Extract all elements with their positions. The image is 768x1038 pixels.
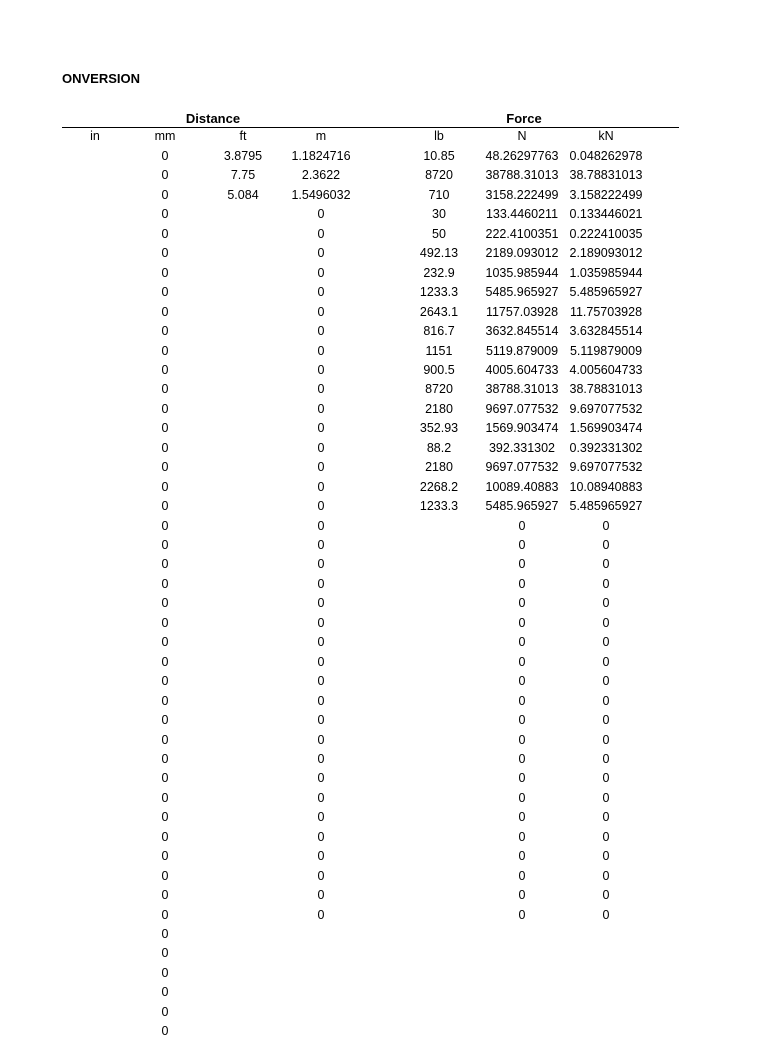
- cell-mm: 0: [161, 207, 169, 221]
- cell-m: 0: [317, 655, 325, 669]
- cell-kn: 0: [602, 810, 610, 824]
- cell-mm: 0: [161, 149, 169, 163]
- cell-mm: 0: [161, 596, 169, 610]
- cell-n: 1569.903474: [485, 421, 559, 435]
- cell-n: 0: [518, 733, 526, 747]
- cell-mm: 0: [161, 1005, 169, 1019]
- cell-n: 2189.093012: [485, 246, 559, 260]
- cell-lb: 232.9: [423, 266, 455, 280]
- cell-m: 0: [317, 480, 325, 494]
- cell-kn: 0: [602, 635, 610, 649]
- cell-n: 0: [518, 908, 526, 922]
- cell-m: 0: [317, 538, 325, 552]
- cell-n: 133.4460211: [485, 207, 559, 221]
- cell-mm: 0: [161, 635, 169, 649]
- cell-m: 0: [317, 519, 325, 533]
- cell-n: 9697.077532: [485, 402, 559, 416]
- cell-m: 0: [317, 869, 325, 883]
- cell-mm: 0: [161, 888, 169, 902]
- cell-kn: 0: [602, 869, 610, 883]
- column-header-n: N: [517, 129, 527, 143]
- cell-mm: 0: [161, 869, 169, 883]
- cell-kn: 3.632845514: [569, 324, 643, 338]
- cell-kn: 0: [602, 577, 610, 591]
- cell-n: 0: [518, 538, 526, 552]
- cell-m: 0: [317, 344, 325, 358]
- cell-kn: 0.133446021: [569, 207, 643, 221]
- cell-mm: 0: [161, 1024, 169, 1038]
- cell-kn: 0: [602, 771, 610, 785]
- cell-n: 1035.985944: [485, 266, 559, 280]
- cell-mm: 0: [161, 985, 169, 999]
- cell-mm: 0: [161, 480, 169, 494]
- group-header-distance: Distance: [185, 111, 241, 126]
- cell-kn: 1.569903474: [569, 421, 643, 435]
- cell-lb: 1233.3: [419, 285, 459, 299]
- cell-kn: 5.485965927: [569, 499, 643, 513]
- cell-mm: 0: [161, 402, 169, 416]
- column-header-in: in: [90, 129, 100, 143]
- cell-kn: 0: [602, 849, 610, 863]
- cell-mm: 0: [161, 168, 169, 182]
- cell-m: 0: [317, 635, 325, 649]
- cell-n: 0: [518, 557, 526, 571]
- cell-m: 0: [317, 324, 325, 338]
- cell-m: 0: [317, 908, 325, 922]
- cell-mm: 0: [161, 266, 169, 280]
- cell-lb: 900.5: [423, 363, 455, 377]
- cell-n: 0: [518, 713, 526, 727]
- cell-lb: 352.93: [419, 421, 459, 435]
- cell-lb: 2180: [425, 402, 453, 416]
- cell-m: 0: [317, 733, 325, 747]
- cell-kn: 9.697077532: [569, 402, 643, 416]
- cell-kn: 5.485965927: [569, 285, 643, 299]
- cell-lb: 492.13: [419, 246, 459, 260]
- cell-lb: 816.7: [423, 324, 455, 338]
- cell-m: 0: [317, 596, 325, 610]
- cell-kn: 2.189093012: [569, 246, 643, 260]
- cell-kn: 0.392331302: [569, 441, 643, 455]
- cell-m: 0: [317, 713, 325, 727]
- cell-lb: 2268.2: [419, 480, 459, 494]
- cell-n: 0: [518, 635, 526, 649]
- cell-n: 4005.604733: [485, 363, 559, 377]
- cell-n: 3632.845514: [485, 324, 559, 338]
- cell-n: 222.4100351: [485, 227, 559, 241]
- cell-lb: 50: [432, 227, 446, 241]
- cell-n: 0: [518, 888, 526, 902]
- cell-mm: 0: [161, 285, 169, 299]
- cell-n: 0: [518, 694, 526, 708]
- cell-mm: 0: [161, 519, 169, 533]
- cell-kn: 0: [602, 713, 610, 727]
- cell-lb: 710: [428, 188, 450, 202]
- sheet-title: ONVERSION: [62, 71, 141, 86]
- cell-m: 0: [317, 674, 325, 688]
- cell-n: 0: [518, 791, 526, 805]
- cell-mm: 0: [161, 752, 169, 766]
- cell-kn: 0: [602, 888, 610, 902]
- cell-mm: 0: [161, 810, 169, 824]
- cell-kn: 0.048262978: [569, 149, 643, 163]
- cell-m: 2.3622: [301, 168, 341, 182]
- cell-mm: 0: [161, 441, 169, 455]
- cell-m: 0: [317, 363, 325, 377]
- cell-mm: 0: [161, 830, 169, 844]
- cell-mm: 0: [161, 791, 169, 805]
- cell-mm: 0: [161, 246, 169, 260]
- cell-n: 0: [518, 810, 526, 824]
- cell-mm: 0: [161, 966, 169, 980]
- cell-kn: 0: [602, 752, 610, 766]
- cell-kn: 9.697077532: [569, 460, 643, 474]
- cell-m: 1.1824716: [291, 149, 351, 163]
- cell-m: 0: [317, 577, 325, 591]
- cell-ft: 7.75: [230, 168, 256, 182]
- cell-n: 38788.31013: [485, 168, 559, 182]
- cell-n: 11757.03928: [485, 305, 559, 319]
- cell-m: 0: [317, 499, 325, 513]
- cell-n: 10089.40883: [485, 480, 559, 494]
- cell-m: 0: [317, 830, 325, 844]
- cell-mm: 0: [161, 674, 169, 688]
- column-header-kn: kN: [598, 129, 614, 143]
- cell-mm: 0: [161, 324, 169, 338]
- cell-mm: 0: [161, 188, 169, 202]
- cell-kn: 0: [602, 694, 610, 708]
- cell-n: 0: [518, 674, 526, 688]
- cell-m: 0: [317, 305, 325, 319]
- cell-ft: 5.084: [227, 188, 259, 202]
- cell-mm: 0: [161, 733, 169, 747]
- cell-mm: 0: [161, 908, 169, 922]
- cell-mm: 0: [161, 946, 169, 960]
- column-header-m: m: [315, 129, 327, 143]
- cell-kn: 5.119879009: [569, 344, 643, 358]
- cell-mm: 0: [161, 421, 169, 435]
- cell-m: 0: [317, 849, 325, 863]
- cell-kn: 0: [602, 908, 610, 922]
- cell-n: 0: [518, 616, 526, 630]
- cell-kn: 0: [602, 596, 610, 610]
- cell-n: 0: [518, 577, 526, 591]
- cell-mm: 0: [161, 616, 169, 630]
- cell-m: 0: [317, 207, 325, 221]
- cell-lb: 2180: [425, 460, 453, 474]
- cell-n: 392.331302: [488, 441, 556, 455]
- column-header-ft: ft: [239, 129, 247, 143]
- cell-m: 0: [317, 888, 325, 902]
- cell-n: 48.26297763: [485, 149, 559, 163]
- cell-kn: 1.035985944: [569, 266, 643, 280]
- cell-n: 0: [518, 830, 526, 844]
- cell-mm: 0: [161, 538, 169, 552]
- cell-m: 0: [317, 694, 325, 708]
- header-divider: [62, 127, 679, 128]
- cell-kn: 38.78831013: [569, 168, 643, 182]
- cell-mm: 0: [161, 363, 169, 377]
- cell-lb: 8720: [425, 382, 453, 396]
- cell-m: 0: [317, 246, 325, 260]
- cell-kn: 0: [602, 674, 610, 688]
- cell-m: 0: [317, 441, 325, 455]
- cell-ft: 3.8795: [223, 149, 263, 163]
- cell-mm: 0: [161, 305, 169, 319]
- cell-m: 0: [317, 227, 325, 241]
- cell-kn: 0: [602, 830, 610, 844]
- cell-mm: 0: [161, 927, 169, 941]
- cell-m: 0: [317, 382, 325, 396]
- cell-m: 0: [317, 771, 325, 785]
- cell-m: 0: [317, 285, 325, 299]
- cell-kn: 38.78831013: [569, 382, 643, 396]
- cell-lb: 10.85: [423, 149, 455, 163]
- cell-kn: 0: [602, 557, 610, 571]
- cell-mm: 0: [161, 382, 169, 396]
- cell-m: 0: [317, 460, 325, 474]
- cell-n: 0: [518, 752, 526, 766]
- cell-kn: 0: [602, 616, 610, 630]
- cell-lb: 8720: [425, 168, 453, 182]
- cell-mm: 0: [161, 694, 169, 708]
- cell-mm: 0: [161, 227, 169, 241]
- cell-mm: 0: [161, 557, 169, 571]
- cell-lb: 30: [432, 207, 446, 221]
- cell-n: 5119.879009: [485, 344, 559, 358]
- cell-m: 0: [317, 266, 325, 280]
- cell-m: 0: [317, 810, 325, 824]
- cell-kn: 11.75703928: [569, 305, 643, 319]
- cell-n: 0: [518, 519, 526, 533]
- cell-mm: 0: [161, 344, 169, 358]
- cell-m: 1.5496032: [291, 188, 351, 202]
- cell-kn: 3.158222499: [569, 188, 643, 202]
- cell-m: 0: [317, 557, 325, 571]
- cell-n: 0: [518, 655, 526, 669]
- cell-mm: 0: [161, 499, 169, 513]
- cell-n: 0: [518, 596, 526, 610]
- column-header-lb: lb: [434, 129, 444, 143]
- cell-n: 38788.31013: [485, 382, 559, 396]
- cell-kn: 0: [602, 538, 610, 552]
- cell-m: 0: [317, 421, 325, 435]
- column-header-mm: mm: [154, 129, 176, 143]
- cell-m: 0: [317, 752, 325, 766]
- cell-kn: 10.08940883: [569, 480, 643, 494]
- cell-n: 3158.222499: [485, 188, 559, 202]
- cell-kn: 0: [602, 791, 610, 805]
- group-header-force: Force: [506, 111, 542, 126]
- cell-kn: 0: [602, 519, 610, 533]
- cell-n: 0: [518, 849, 526, 863]
- cell-lb: 1151: [425, 344, 453, 358]
- cell-n: 9697.077532: [485, 460, 559, 474]
- cell-mm: 0: [161, 460, 169, 474]
- cell-m: 0: [317, 402, 325, 416]
- cell-n: 5485.965927: [485, 499, 559, 513]
- cell-lb: 88.2: [426, 441, 452, 455]
- cell-kn: 0.222410035: [569, 227, 643, 241]
- cell-mm: 0: [161, 577, 169, 591]
- cell-mm: 0: [161, 713, 169, 727]
- cell-kn: 0: [602, 655, 610, 669]
- cell-mm: 0: [161, 849, 169, 863]
- cell-kn: 0: [602, 733, 610, 747]
- cell-mm: 0: [161, 655, 169, 669]
- cell-m: 0: [317, 616, 325, 630]
- cell-n: 0: [518, 771, 526, 785]
- cell-mm: 0: [161, 771, 169, 785]
- cell-lb: 2643.1: [419, 305, 459, 319]
- cell-kn: 4.005604733: [569, 363, 643, 377]
- cell-n: 0: [518, 869, 526, 883]
- cell-lb: 1233.3: [419, 499, 459, 513]
- cell-m: 0: [317, 791, 325, 805]
- cell-n: 5485.965927: [485, 285, 559, 299]
